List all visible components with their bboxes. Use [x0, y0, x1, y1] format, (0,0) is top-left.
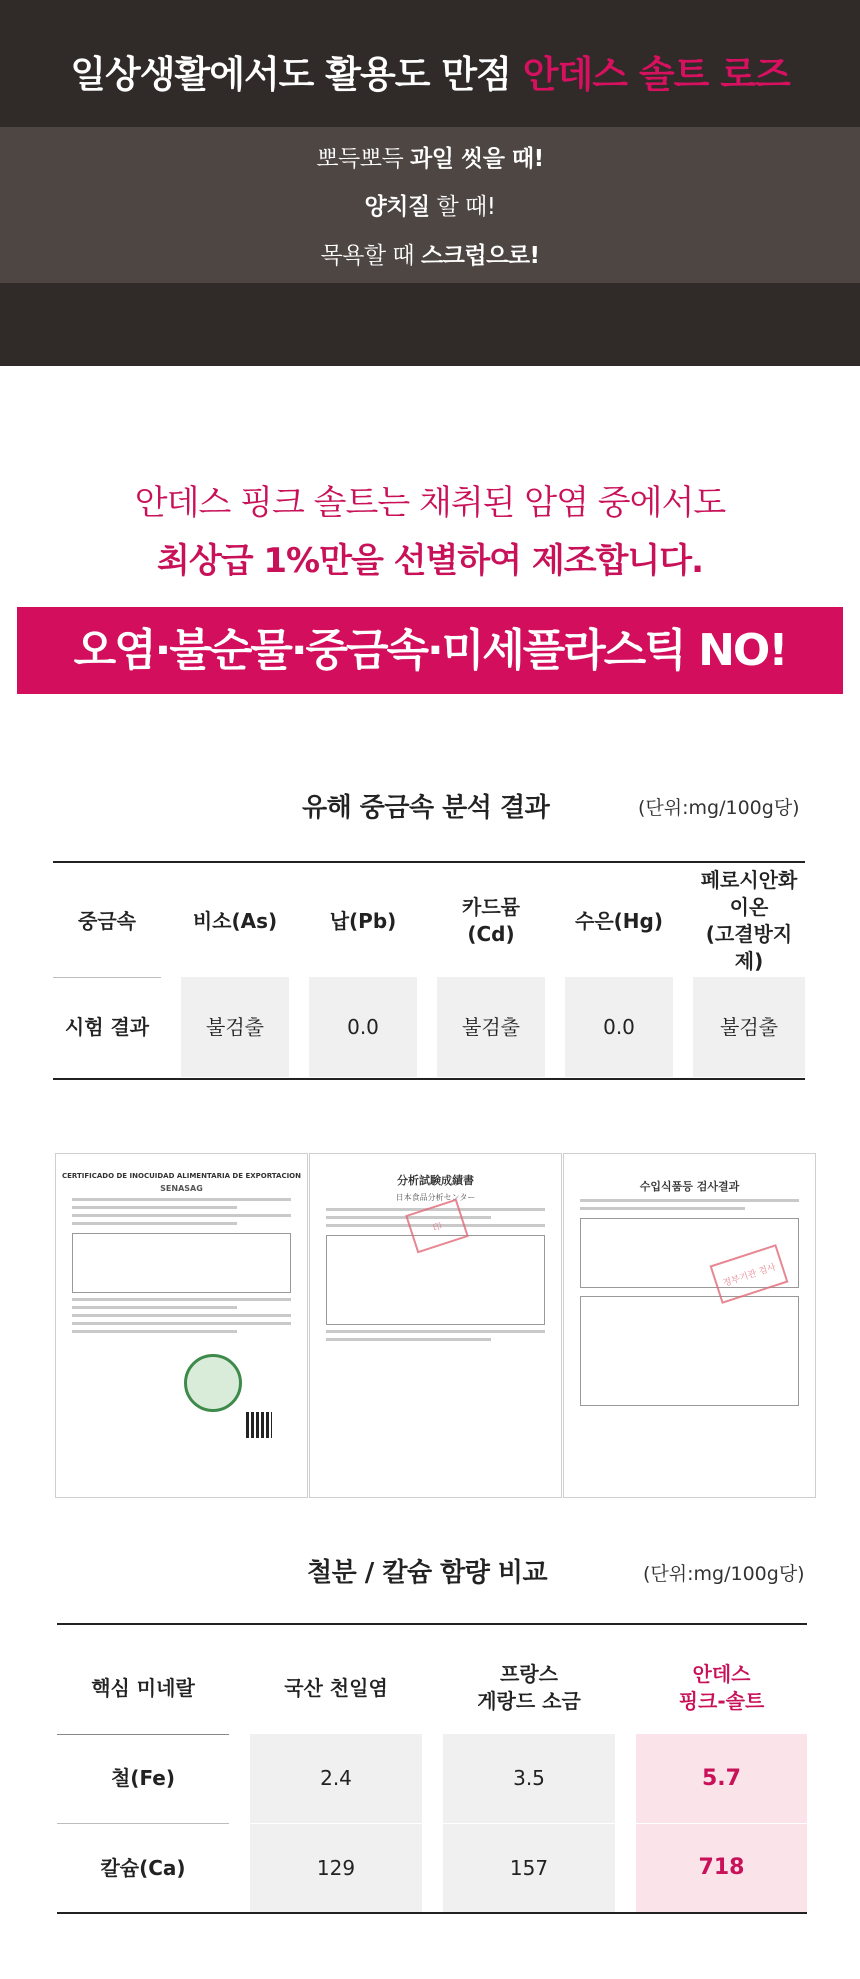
hero-section: [0, 0, 860, 366]
stamp-icon: 印: [405, 1199, 469, 1254]
korea-certificate-image: [563, 1153, 816, 1498]
japan-certificate-image: [309, 1153, 562, 1498]
heavy-metal-table-unit: (단위:mg/100g당): [638, 797, 800, 819]
mineral-table-bottom-rule: [57, 1912, 807, 1914]
japan-cert-subheading: 日本食品分析センター: [395, 1193, 476, 1202]
mineral-iron-andes: 5.7: [636, 1734, 807, 1823]
seal-icon: [184, 1354, 242, 1412]
mineral-table-title: 철분 / 칼슘 함량 비교: [307, 1558, 548, 1588]
mineral-header-guerande-salt: 프랑스 게랑드 소금: [477, 1662, 581, 1713]
usage-line-bath-b: 스크럽으로!: [420, 243, 540, 269]
hm-header-ferrocyanide: 페로시안화이온 (고결방지제): [700, 868, 798, 973]
mineral-calcium-korean: 129: [250, 1824, 422, 1912]
usage-line-bath: [0, 237, 860, 270]
japan-cert-table: [326, 1235, 545, 1325]
qr-code-icon: [246, 1412, 272, 1438]
heavy-metal-table-bottom-rule: [53, 1078, 805, 1080]
usage-line-fruit: [0, 140, 860, 173]
hero-title-main: 일상생활에서도 활용도 만점: [70, 53, 523, 96]
bolivia-certificate-image: [55, 1153, 308, 1498]
usage-line-bath-a: 목욕할 때: [320, 243, 421, 269]
hm-value-arsenic: 불검출: [181, 977, 289, 1077]
korea-cert-result-table: [580, 1296, 799, 1406]
hm-value-cadmium: 불검출: [437, 977, 545, 1077]
hm-header-mercury: 수은(Hg): [575, 908, 663, 933]
mineral-table-unit: (단위:mg/100g당): [643, 1563, 805, 1585]
korea-cert-heading: 수입식품등 검사결과: [639, 1180, 740, 1193]
hm-value-lead: 0.0: [309, 977, 417, 1077]
usage-line-brushing: [0, 188, 860, 221]
bolivia-cert-heading: CERTIFICADO DE INOCUIDAD ALIMENTARIA DE EXPORTACION: [61, 1172, 301, 1180]
heavy-metal-table-top-rule: [53, 861, 805, 863]
hm-value-mercury: 0.0: [565, 977, 673, 1077]
mineral-row-iron-label: 철(Fe): [110, 1766, 176, 1790]
hm-header-arsenic: 비소(As): [192, 908, 278, 933]
mineral-calcium-andes: 718: [636, 1824, 807, 1912]
hm-header-lead: 납(Pb): [329, 908, 397, 933]
usage-line-fruit-b: 과일 씻을 때!: [410, 146, 544, 172]
stamp-icon: 정부기관 검사: [710, 1244, 789, 1304]
usage-line-fruit-a: 뽀득뽀득: [316, 146, 411, 172]
mineral-iron-korean: 2.4: [250, 1734, 422, 1823]
heavy-metal-table-title: 유해 중금속 분석 결과: [302, 793, 550, 823]
mineral-table-top-rule: [57, 1623, 807, 1625]
mineral-header-andes-salt: 안데스 핑크-솔트: [678, 1662, 765, 1713]
purity-banner: 오염·불순물·중금속·미세플라스틱 NO!: [17, 607, 843, 694]
bolivia-cert-table: [72, 1233, 291, 1293]
intro-line-2: 최상급 1%만을 선별하여 제조합니다.: [157, 541, 703, 581]
usage-line-brushing-a: 양치질: [364, 194, 430, 220]
mineral-header-korean-salt: 국산 천일염: [284, 1675, 388, 1700]
mineral-calcium-guerande: 157: [443, 1824, 615, 1912]
intro-line-1: 안데스 핑크 솔트는 채취된 암염 중에서도: [134, 483, 726, 523]
hm-header-cadmium: 카드뮴 (Cd): [462, 895, 520, 946]
hero-title-accent: 안데스 솔트 로즈: [522, 53, 790, 96]
mineral-row-calcium-label: 칼슘(Ca): [100, 1855, 186, 1880]
hm-row-label: 시험 결과: [64, 1014, 150, 1039]
usage-line-brushing-b: 할 때!: [429, 194, 496, 220]
mineral-iron-guerande: 3.5: [443, 1734, 615, 1823]
hm-value-ferrocyanide: 불검출: [693, 977, 805, 1077]
mineral-header-label: 핵심 미네랄: [91, 1675, 195, 1700]
bolivia-cert-subheading: SENASAG: [160, 1184, 203, 1193]
hero-title: [0, 44, 860, 98]
hm-header-metal: 중금속: [78, 908, 136, 933]
japan-cert-heading: 分析試験成績書: [397, 1174, 474, 1187]
